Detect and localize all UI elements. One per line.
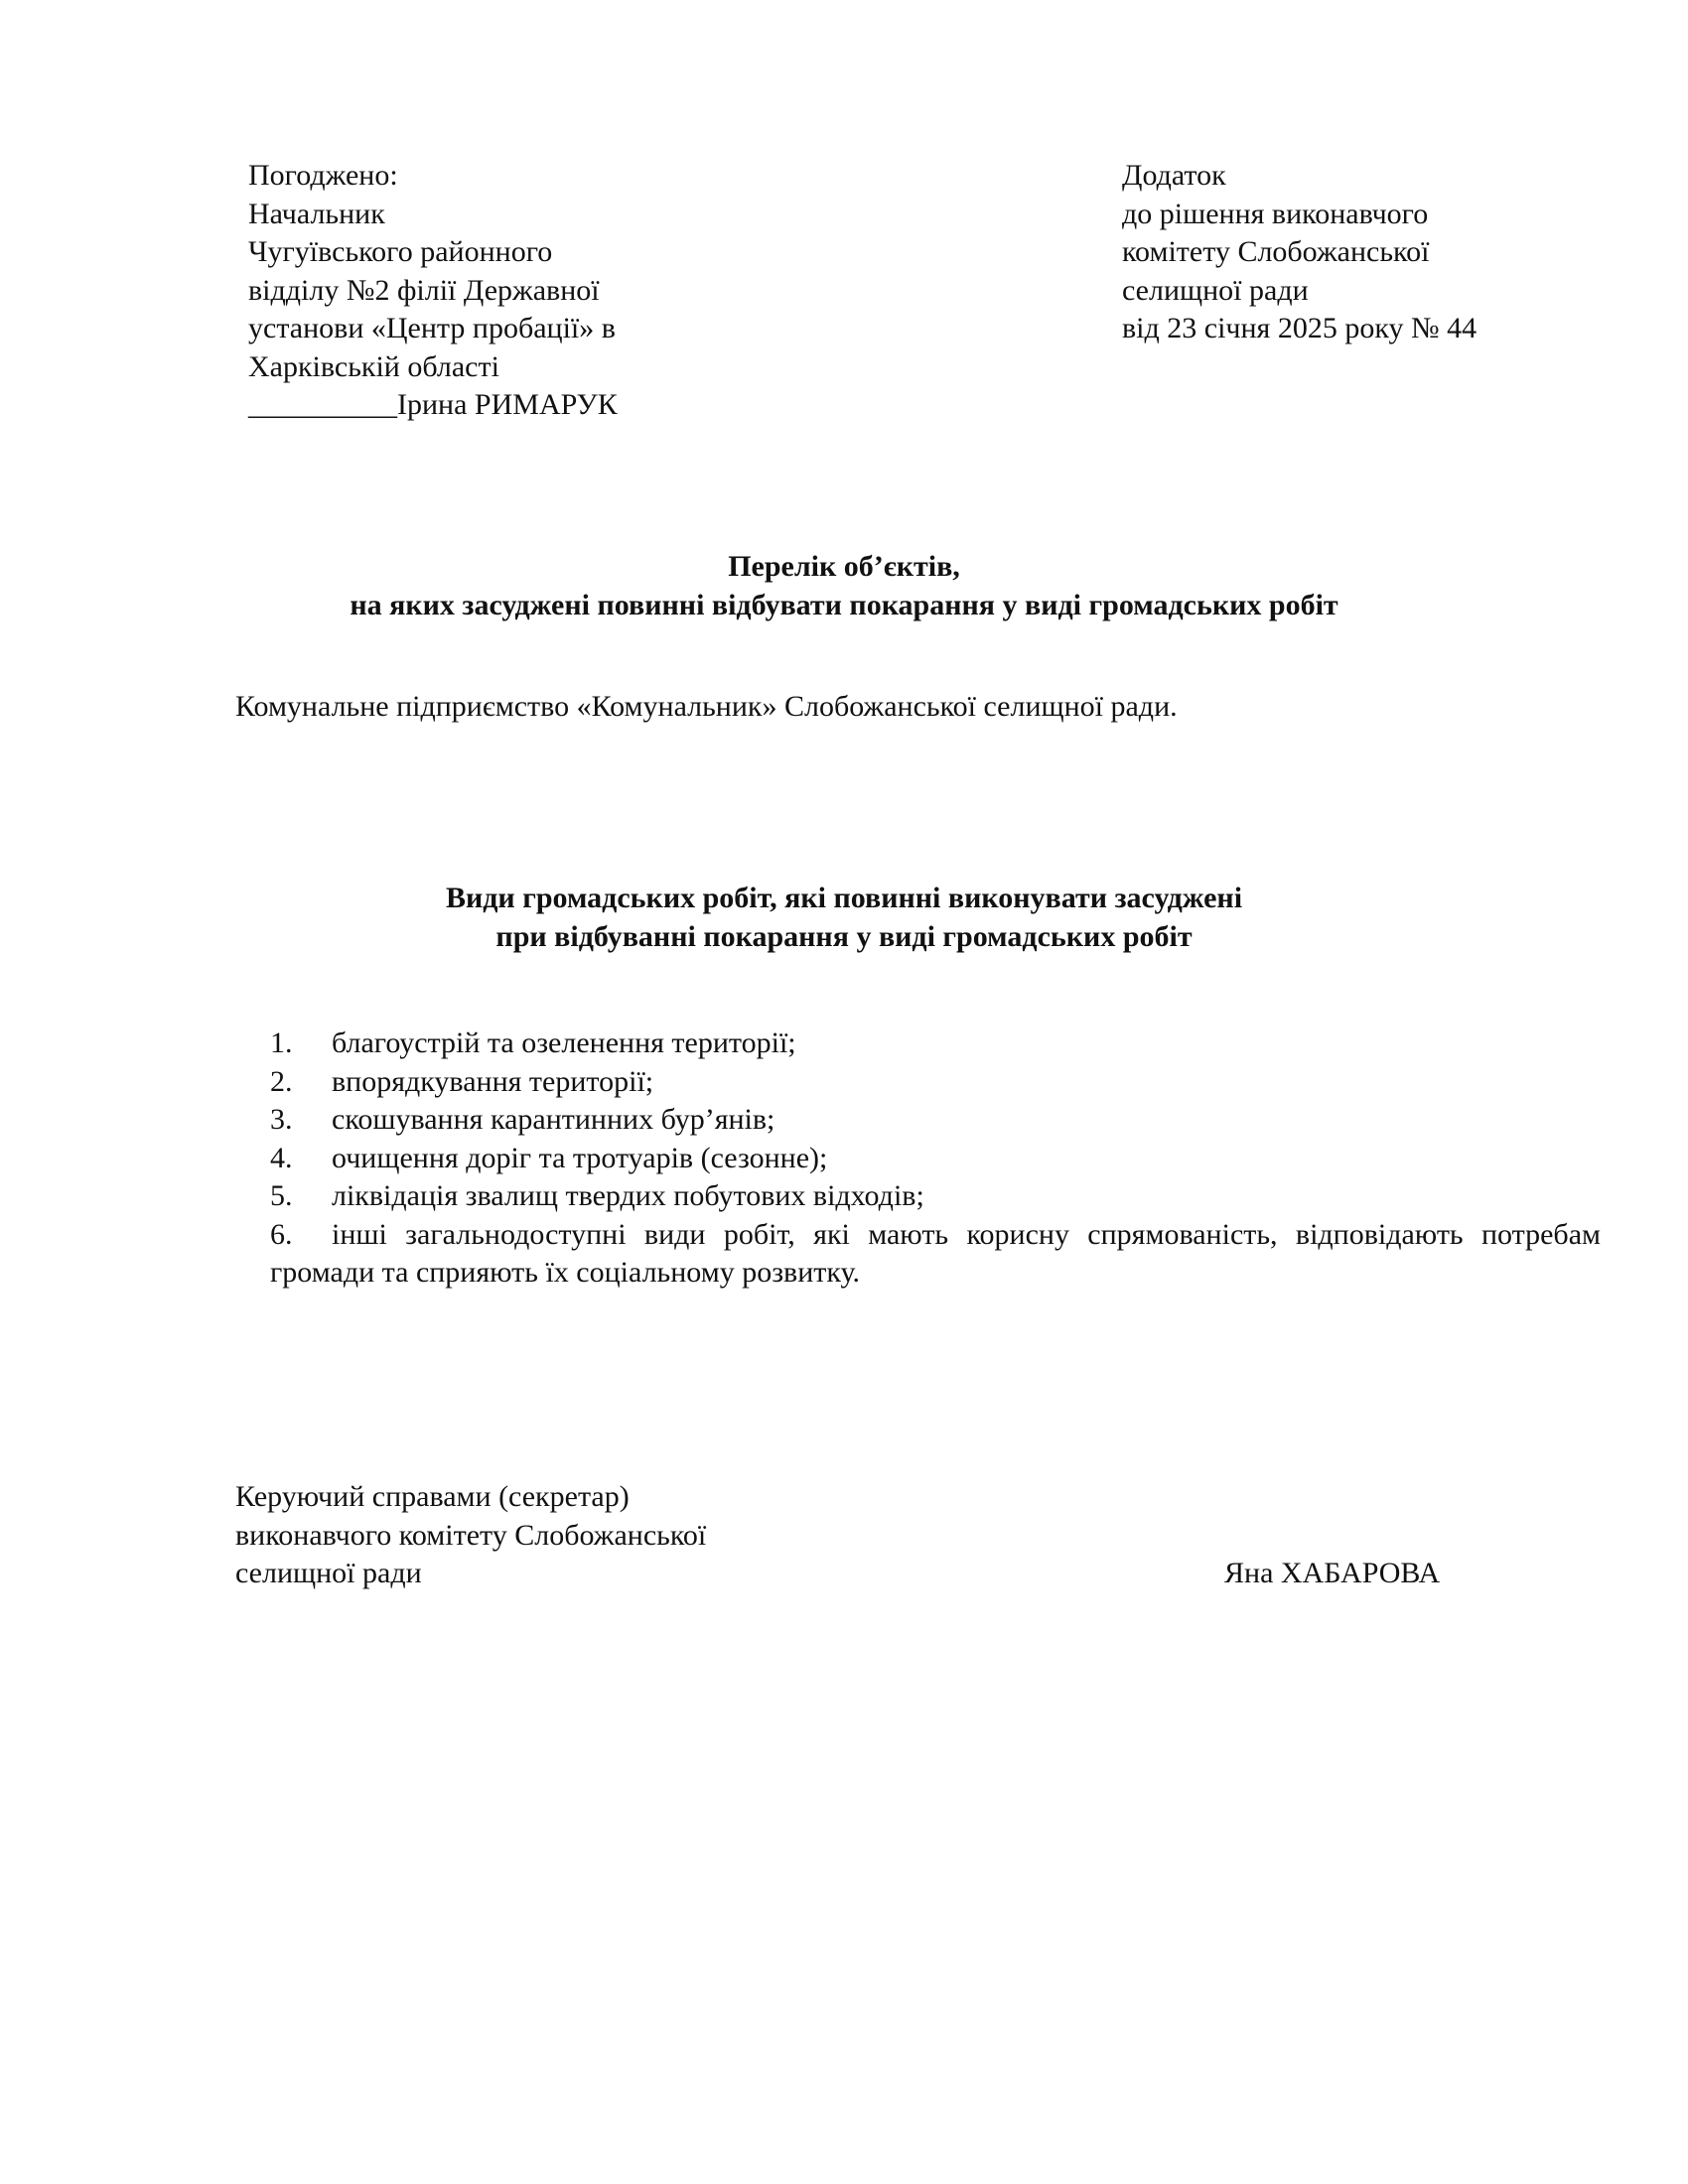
approval-line: установи «Центр пробації» в: [248, 312, 616, 344]
list-item-text: скошування карантинних бур’янів;: [332, 1103, 775, 1136]
list-item-number: 2.: [270, 1064, 293, 1098]
approval-line: Чугуївського районного: [248, 235, 553, 268]
approval-block: [248, 157, 765, 425]
list-item: [270, 1063, 1601, 1102]
approval-signature-line: __________Ірина РИМАРУК: [248, 388, 618, 421]
organization-name: Комунальне підприємство «Комунальник» Слобожанської селищної ради.: [235, 690, 1178, 723]
approval-line: Погоджено:: [248, 159, 398, 192]
annex-line: селищної ради: [1122, 273, 1309, 307]
list-item: [270, 1024, 1601, 1063]
works-types-title-line2: при відбуванні покарання у виді громадських робіт: [495, 919, 1193, 953]
list-item-text: ліквідація звалищ твердих побутових відходів;: [332, 1179, 924, 1212]
annex-block: [1122, 157, 1599, 348]
list-item-number: 1.: [270, 1026, 293, 1059]
list-item: [270, 1177, 1601, 1216]
objects-list-title-line1: Перелік об’єктів,: [728, 550, 960, 583]
approval-line: відділу №2 філії Державної: [248, 273, 600, 307]
signatory-position: [235, 1478, 930, 1593]
annex-line: комітету Слобожанської: [1122, 235, 1430, 268]
list-item: [270, 1216, 1601, 1293]
objects-list-title-line2: на яких засуджені повинні відбувати покарання у виді громадських робіт: [350, 588, 1338, 621]
list-item-number: 6.: [270, 1217, 293, 1251]
works-types-title: [0, 880, 1688, 956]
annex-line: до рішення виконавчого: [1122, 197, 1429, 230]
signatory-position-line: селищної ради: [235, 1557, 422, 1589]
list-item-text: благоустрій та озеленення території;: [332, 1026, 796, 1059]
approval-line: Харківській області: [248, 349, 499, 383]
signatory-position-line: виконавчого комітету Слобожанської: [235, 1518, 707, 1552]
works-list: [270, 1024, 1601, 1293]
approval-line: Начальник: [248, 197, 385, 230]
annex-date-line: від 23 січня 2025 року № 44: [1122, 312, 1477, 344]
signatory-name: Яна ХАБАРОВА: [1224, 1557, 1441, 1589]
list-item-number: 3.: [270, 1103, 293, 1136]
list-item: [270, 1140, 1601, 1178]
list-item-number: 5.: [270, 1179, 293, 1212]
list-item-number: 4.: [270, 1141, 293, 1174]
list-item: [270, 1101, 1601, 1140]
list-item-text: інші загальнодоступні види робіт, які мають корисну спрямованість, відповідають потребам громади та сприяють їх соціальному розвитку.: [270, 1217, 1601, 1289]
list-item-text: очищення доріг та тротуарів (сезонне);: [332, 1141, 828, 1174]
works-types-title-line1: Види громадських робіт, які повинні виконувати засуджені: [445, 882, 1243, 914]
annex-line: Додаток: [1122, 159, 1226, 192]
list-item-text: впорядкування території;: [332, 1064, 654, 1098]
objects-list-title: [0, 548, 1688, 624]
signatory-position-line: Керуючий справами (секретар): [235, 1480, 630, 1513]
